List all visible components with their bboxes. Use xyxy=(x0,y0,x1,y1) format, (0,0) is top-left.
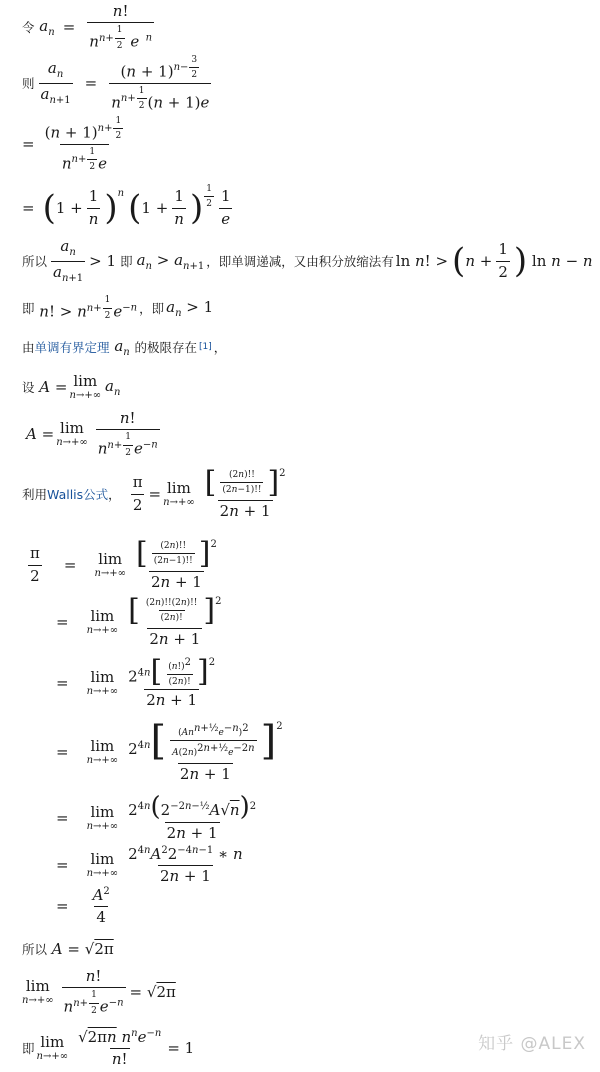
derivation-row-6: = lim n→+∞ $\frac{2^{4n}A^22^{-4n-1} ∗ n}{2n + 1}$ xyxy=(56,844,243,885)
ratio-line-3: = ( 1 + $\frac{1}{n}$ ) $^n$ ( 1 + $\frac{1}{n}$ ) $^{\frac{1}{2}}$ $\frac{1}{e}$ xyxy=(22,184,231,228)
text-monotone-mid: ，即单调递减，又由积分放缩法有 xyxy=(206,254,394,269)
text-she: 设 xyxy=(22,380,35,395)
text-ji-short: 即 xyxy=(120,254,133,269)
derivation-row-5: = lim n→+∞ $\frac{2^{4n}(2^{-2n-\frac{1}{2}}A√n)^2}{2n + 1}$ xyxy=(56,791,257,842)
text-you: 由 xyxy=(22,340,35,355)
inequality-line: 即 n! > $n^{n+ \frac{1}{2}}$ $e^{-n}$ ，即 $a_n > 1$ xyxy=(22,295,214,321)
derivation-row-1: $\frac{\pi}{2}$ = lim n→+∞ [ $\frac{(2n)!!}{(2n-1)!!}$ ] $^2$ 2n + 1 xyxy=(30,535,217,591)
set-a-line: 设 A = lim n→+∞ $a_n$ xyxy=(22,372,121,401)
text-comma: ， xyxy=(213,340,227,355)
text-ling: 令 xyxy=(22,20,35,35)
text-ji-final: 即 xyxy=(22,1041,35,1056)
formula-an: $a_n$ xyxy=(39,16,55,38)
wallis-formula-link[interactable]: Wallis公式 xyxy=(47,487,109,502)
final-limit-line: lim n→+∞ n! $n^{n+ \frac{1}{2}}$ $e^{-n}$ = √2π xyxy=(22,967,176,1016)
ratio-line-1: 则 $\frac{a_n}{a_{n+1}}$ = $(n + 1)^{n- \frac{3}{2}}$ $n^{n+ \frac{1}{2}}$ (n + 1)e xyxy=(22,54,210,111)
reference-1-link[interactable]: [1] xyxy=(199,342,212,352)
fraction-an: n! $n^{n+ \frac{1}{2}}$ e $^n$ xyxy=(89,2,153,51)
text-suoyi2: 所以 xyxy=(22,942,48,957)
watermark: 知乎 @ALEX xyxy=(478,1034,586,1054)
derivation-row-4: = lim n→+∞ $2^{4n}$ [ $\frac{(An^{n+\frac{1}{2}}e^{-n})^2}{A(2n)^{2n+\frac{1}{2}}e^{-2n}}$ ] $^2$ 2n + 1 xyxy=(56,717,283,783)
text-liyong: 利用 xyxy=(22,487,48,502)
text-limit-exists: 的极限存在 xyxy=(134,340,198,355)
theorem-line: 由 单调有界定理 $a_n$ 的极限存在 [1] ， xyxy=(22,336,227,358)
derivation-row-2: = lim n→+∞ [ $\frac{(2n)!!(2n)!!}{(2n)!}$ ] $^2$ 2n + 1 xyxy=(56,592,222,648)
ratio-line-2: = $(n + 1)^{n+ \frac{1}{2}}$ $n^{n+ \frac{1}{2}}$ e xyxy=(22,115,122,172)
text-ze: 则 xyxy=(22,76,35,91)
derivation-row-7: = $\frac{A^2}{4}$ xyxy=(56,885,110,926)
wallis-line: 利用 Wallis公式 ， $\frac{\pi}{2}$ = lim n→+∞ [ $\frac{(2n)!!}{(2n-1)!!}$ ] $^2$ 2n + 1 xyxy=(22,464,286,520)
stirling-line: 即 lim n→+∞ $\frac{√2\pi n n^ne^{-n}}{n!}$ = 1 xyxy=(22,1027,195,1068)
text-wallis-comma: ， xyxy=(108,487,121,502)
text-ji2-mid: ，即 xyxy=(139,301,165,316)
conclusion-line: 所以 A = √2π xyxy=(22,940,114,958)
text-suoyi: 所以 xyxy=(22,254,48,269)
a-limit-line: A = lim n→+∞ n! $n^{n+ \frac{1}{2}}$ $e^{-n}$ xyxy=(26,409,158,458)
text-ji2-prefix: 即 xyxy=(22,301,35,316)
derivation-row-3: = lim n→+∞ $2^{4n}$ [ $\frac{(n!)^2}{(2n)!}$ ] $^2$ 2n + 1 xyxy=(56,653,216,710)
definition-an: 令 $a_n$ = n! $n^{n+ \frac{1}{2}}$ e $^n$ xyxy=(22,2,153,51)
monotone-bounded-theorem-link[interactable]: 单调有界定理 xyxy=(34,340,110,355)
monotone-line: 所以 $\frac{a_n}{a_{n+1}}$ > 1 即 $a_n > a_{n+1}$ ，即单调递减，又由积分放缩法有 ln n! > ( n + $\frac{1}{2}$ ) ln n − n xyxy=(22,237,593,284)
